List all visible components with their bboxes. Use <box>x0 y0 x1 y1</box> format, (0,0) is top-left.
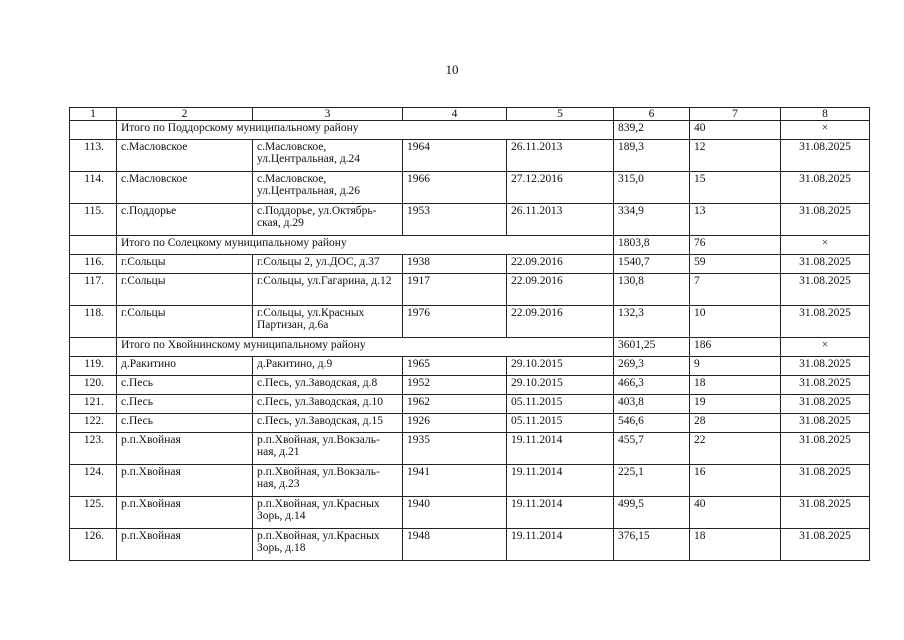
table-row <box>70 357 870 376</box>
column-number: 2 <box>117 108 253 121</box>
total-residents: 76 <box>690 236 781 255</box>
settlement-cell: г.Сольцы <box>117 274 253 306</box>
residents-cell: 18 <box>690 529 781 561</box>
address-cell: с.Масловское, ул.Центральная, д.24 <box>253 140 403 172</box>
address-cell: с.Песь, ул.Заводская, д.10 <box>253 395 403 414</box>
area-cell: 455,7 <box>614 433 690 465</box>
settlement-cell: д.Ракитино <box>117 357 253 376</box>
address-cell: с.Поддорье, ул.Октябрь-ская, д.29 <box>253 204 403 236</box>
deadline-cell: 31.08.2025 <box>781 414 870 433</box>
residents-cell: 18 <box>690 376 781 395</box>
residents-cell: 59 <box>690 255 781 274</box>
residents-cell: 19 <box>690 395 781 414</box>
address-cell: с.Песь, ул.Заводская, д.8 <box>253 376 403 395</box>
row-number: 114. <box>70 172 117 204</box>
column-number: 3 <box>253 108 403 121</box>
table-body <box>70 121 870 561</box>
residents-cell: 28 <box>690 414 781 433</box>
column-number-row <box>70 108 870 121</box>
total-deadline: × <box>781 338 870 357</box>
year-cell: 1926 <box>403 414 507 433</box>
address-cell: г.Сольцы 2, ул.ДОС, д.37 <box>253 255 403 274</box>
total-label: Итого по Хвойнинскому муниципальному району <box>117 338 614 357</box>
empty-cell <box>70 236 117 255</box>
settlement-cell: с.Масловское <box>117 140 253 172</box>
table-row <box>70 433 870 465</box>
address-cell: г.Сольцы, ул.Гагарина, д.12 <box>253 274 403 306</box>
housing-register-table <box>69 107 870 561</box>
year-cell: 1976 <box>403 306 507 338</box>
deadline-cell: 31.08.2025 <box>781 204 870 236</box>
row-number: 116. <box>70 255 117 274</box>
district-total-row <box>70 338 870 357</box>
row-number: 117. <box>70 274 117 306</box>
row-number: 121. <box>70 395 117 414</box>
column-number: 7 <box>690 108 781 121</box>
date-cell: 05.11.2015 <box>507 395 614 414</box>
settlement-cell: г.Сольцы <box>117 306 253 338</box>
date-cell: 22.09.2016 <box>507 306 614 338</box>
date-cell: 26.11.2013 <box>507 204 614 236</box>
table-row <box>70 204 870 236</box>
row-number: 113. <box>70 140 117 172</box>
deadline-cell: 31.08.2025 <box>781 306 870 338</box>
column-number: 6 <box>614 108 690 121</box>
date-cell: 27.12.2016 <box>507 172 614 204</box>
date-cell: 29.10.2015 <box>507 376 614 395</box>
address-cell: р.п.Хвойная, ул.Вокзаль-ная, д.21 <box>253 433 403 465</box>
area-cell: 315,0 <box>614 172 690 204</box>
residents-cell: 9 <box>690 357 781 376</box>
area-cell: 130,8 <box>614 274 690 306</box>
row-number: 115. <box>70 204 117 236</box>
column-number: 8 <box>781 108 870 121</box>
area-cell: 546,6 <box>614 414 690 433</box>
residents-cell: 22 <box>690 433 781 465</box>
area-cell: 334,9 <box>614 204 690 236</box>
deadline-cell: 31.08.2025 <box>781 274 870 306</box>
table-row <box>70 172 870 204</box>
table-row <box>70 306 870 338</box>
residents-cell: 15 <box>690 172 781 204</box>
residents-cell: 13 <box>690 204 781 236</box>
residents-cell: 10 <box>690 306 781 338</box>
date-cell: 26.11.2013 <box>507 140 614 172</box>
table-row <box>70 274 870 306</box>
row-number: 120. <box>70 376 117 395</box>
row-number: 124. <box>70 465 117 497</box>
address-cell: р.п.Хвойная, ул.Красных Зорь, д.18 <box>253 529 403 561</box>
year-cell: 1940 <box>403 497 507 529</box>
address-cell: с.Масловское, ул.Центральная, д.26 <box>253 172 403 204</box>
total-area: 1803,8 <box>614 236 690 255</box>
area-cell: 466,3 <box>614 376 690 395</box>
total-deadline: × <box>781 236 870 255</box>
date-cell: 22.09.2016 <box>507 274 614 306</box>
settlement-cell: г.Сольцы <box>117 255 253 274</box>
total-residents: 40 <box>690 121 781 140</box>
area-cell: 376,15 <box>614 529 690 561</box>
deadline-cell: 31.08.2025 <box>781 497 870 529</box>
year-cell: 1948 <box>403 529 507 561</box>
residents-cell: 12 <box>690 140 781 172</box>
year-cell: 1952 <box>403 376 507 395</box>
year-cell: 1966 <box>403 172 507 204</box>
district-total-row <box>70 121 870 140</box>
area-cell: 403,8 <box>614 395 690 414</box>
table-row <box>70 414 870 433</box>
deadline-cell: 31.08.2025 <box>781 376 870 395</box>
empty-cell <box>70 121 117 140</box>
area-cell: 132,3 <box>614 306 690 338</box>
date-cell: 29.10.2015 <box>507 357 614 376</box>
settlement-cell: с.Масловское <box>117 172 253 204</box>
date-cell: 05.11.2015 <box>507 414 614 433</box>
deadline-cell: 31.08.2025 <box>781 255 870 274</box>
row-number: 125. <box>70 497 117 529</box>
address-cell: г.Сольцы, ул.Красных Партизан, д.6а <box>253 306 403 338</box>
settlement-cell: р.п.Хвойная <box>117 433 253 465</box>
address-cell: р.п.Хвойная, ул.Красных Зорь, д.14 <box>253 497 403 529</box>
table-row <box>70 497 870 529</box>
date-cell: 19.11.2014 <box>507 433 614 465</box>
residents-cell: 7 <box>690 274 781 306</box>
year-cell: 1938 <box>403 255 507 274</box>
column-number: 1 <box>70 108 117 121</box>
settlement-cell: с.Песь <box>117 414 253 433</box>
total-residents: 186 <box>690 338 781 357</box>
area-cell: 1540,7 <box>614 255 690 274</box>
area-cell: 269,3 <box>614 357 690 376</box>
total-label: Итого по Поддорскому муниципальному району <box>117 121 614 140</box>
total-area: 3601,25 <box>614 338 690 357</box>
date-cell: 22.09.2016 <box>507 255 614 274</box>
year-cell: 1965 <box>403 357 507 376</box>
page-number: 10 <box>445 62 459 77</box>
table-row <box>70 465 870 497</box>
table-row <box>70 376 870 395</box>
row-number: 119. <box>70 357 117 376</box>
year-cell: 1917 <box>403 274 507 306</box>
deadline-cell: 31.08.2025 <box>781 465 870 497</box>
area-cell: 225,1 <box>614 465 690 497</box>
settlement-cell: р.п.Хвойная <box>117 497 253 529</box>
date-cell: 19.11.2014 <box>507 497 614 529</box>
deadline-cell: 31.08.2025 <box>781 433 870 465</box>
deadline-cell: 31.08.2025 <box>781 529 870 561</box>
table-row <box>70 140 870 172</box>
settlement-cell: с.Песь <box>117 376 253 395</box>
deadline-cell: 31.08.2025 <box>781 395 870 414</box>
table-row <box>70 395 870 414</box>
address-cell: с.Песь, ул.Заводская, д.15 <box>253 414 403 433</box>
settlement-cell: с.Песь <box>117 395 253 414</box>
date-cell: 19.11.2014 <box>507 529 614 561</box>
table-row <box>70 255 870 274</box>
total-area: 839,2 <box>614 121 690 140</box>
row-number: 122. <box>70 414 117 433</box>
year-cell: 1941 <box>403 465 507 497</box>
area-cell: 189,3 <box>614 140 690 172</box>
residents-cell: 40 <box>690 497 781 529</box>
address-cell: д.Ракитино, д.9 <box>253 357 403 376</box>
year-cell: 1962 <box>403 395 507 414</box>
date-cell: 19.11.2014 <box>507 465 614 497</box>
total-deadline: × <box>781 121 870 140</box>
settlement-cell: р.п.Хвойная <box>117 529 253 561</box>
row-number: 123. <box>70 433 117 465</box>
row-number: 126. <box>70 529 117 561</box>
settlement-cell: с.Поддорье <box>117 204 253 236</box>
year-cell: 1964 <box>403 140 507 172</box>
area-cell: 499,5 <box>614 497 690 529</box>
table-row <box>70 529 870 561</box>
column-number: 5 <box>507 108 614 121</box>
residents-cell: 16 <box>690 465 781 497</box>
deadline-cell: 31.08.2025 <box>781 172 870 204</box>
deadline-cell: 31.08.2025 <box>781 140 870 172</box>
year-cell: 1953 <box>403 204 507 236</box>
table-header <box>70 108 870 121</box>
year-cell: 1935 <box>403 433 507 465</box>
district-total-row <box>70 236 870 255</box>
deadline-cell: 31.08.2025 <box>781 357 870 376</box>
empty-cell <box>70 338 117 357</box>
row-number: 118. <box>70 306 117 338</box>
total-label: Итого по Солецкому муниципальному району <box>117 236 614 255</box>
column-number: 4 <box>403 108 507 121</box>
address-cell: р.п.Хвойная, ул.Вокзаль-ная, д.23 <box>253 465 403 497</box>
settlement-cell: р.п.Хвойная <box>117 465 253 497</box>
